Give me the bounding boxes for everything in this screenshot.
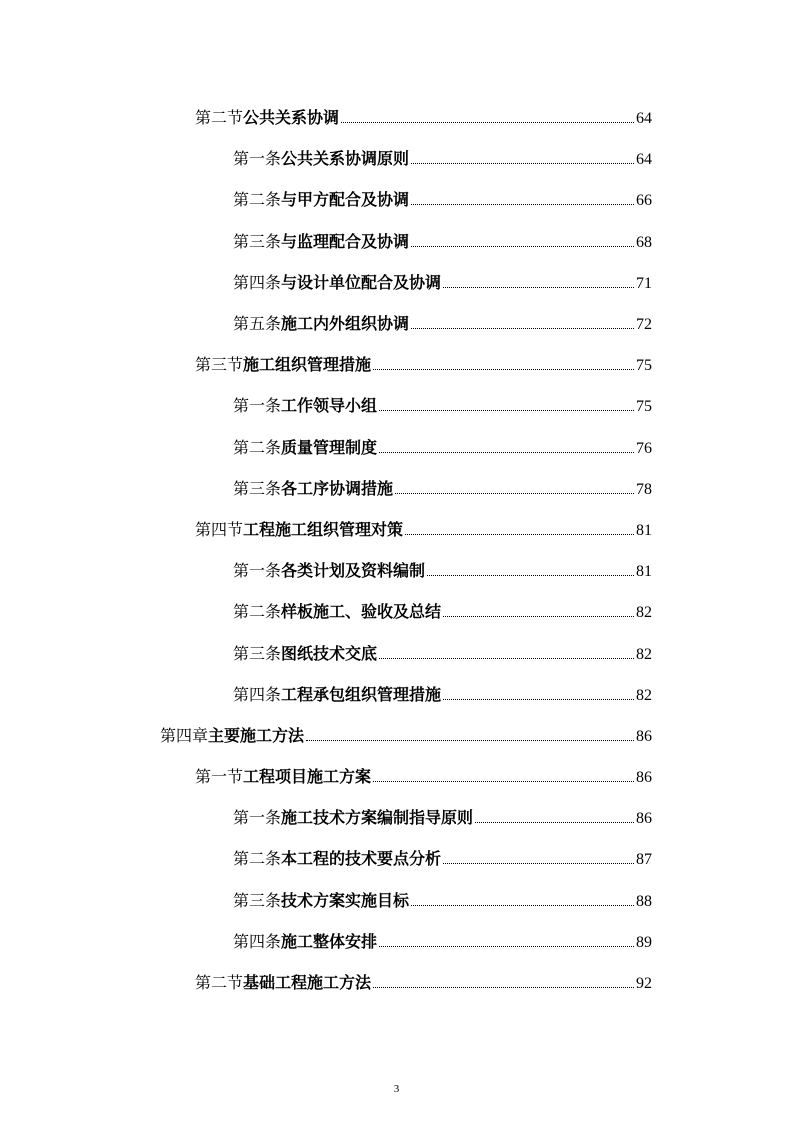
toc-entry-title (233, 929, 377, 952)
toc-entry[interactable] (0, 673, 793, 714)
toc-entry[interactable] (0, 549, 793, 590)
toc-entry-title (233, 476, 393, 499)
toc-entry[interactable] (0, 631, 793, 672)
toc-entry-name: 工程承包组织管理措施 (281, 684, 442, 704)
toc-entry-page: 88 (636, 892, 652, 910)
toc-entry-prefix: 第三条 (233, 645, 282, 663)
toc-entry[interactable] (0, 920, 793, 961)
toc-entry-page: 78 (636, 480, 652, 498)
toc-entry-page: 76 (636, 439, 652, 457)
toc-entry[interactable] (0, 384, 793, 425)
page-number: 3 (393, 1083, 400, 1095)
toc-entry-title (195, 970, 371, 993)
toc-dot-leader (373, 780, 634, 782)
toc-entry-prefix: 第二条 (233, 192, 282, 210)
toc-entry-title (233, 311, 409, 334)
toc-dot-leader (379, 945, 634, 947)
toc-dot-leader (395, 492, 634, 494)
toc-dot-leader (411, 203, 634, 205)
toc-entry-prefix: 第三条 (233, 233, 282, 251)
toc-entry-prefix: 第三条 (233, 892, 282, 910)
toc-entry-title (160, 723, 304, 746)
toc-entry[interactable] (0, 467, 793, 508)
toc-entry[interactable] (0, 220, 793, 261)
toc-dot-leader (475, 821, 634, 823)
toc-entry-prefix: 第四条 (233, 274, 282, 292)
toc-entry-page: 64 (636, 151, 652, 169)
toc-dot-leader (427, 574, 634, 576)
toc-entry[interactable] (0, 590, 793, 631)
toc-entry[interactable] (0, 508, 793, 549)
toc-entry-prefix: 第一条 (233, 563, 282, 581)
toc-entry-title (233, 270, 441, 293)
toc-entry-page: 75 (636, 357, 652, 375)
toc-entry[interactable] (0, 796, 793, 837)
toc-entry[interactable] (0, 714, 793, 755)
toc-entry-name: 主要施工方法 (208, 725, 305, 745)
toc-entry-name: 工程施工组织管理对策 (243, 519, 404, 539)
toc-entry-name: 本工程的技术要点分析 (281, 849, 442, 869)
toc-entry-name: 公共关系协调原则 (281, 149, 410, 169)
toc-entry-name: 各类计划及资料编制 (281, 561, 426, 581)
toc-entry-title (233, 558, 425, 581)
toc-entry[interactable] (0, 302, 793, 343)
toc-entry-name: 施工整体安排 (281, 931, 378, 951)
toc-entry-page: 86 (636, 769, 652, 787)
toc-entry-name: 与设计单位配合及协调 (281, 272, 442, 292)
toc-entry-title (233, 146, 409, 169)
toc-entry-page: 72 (636, 316, 652, 334)
toc-entry-title (233, 599, 441, 622)
toc-entry-page: 68 (636, 233, 652, 251)
toc-dot-leader (443, 698, 634, 700)
toc-dot-leader (411, 327, 634, 329)
toc-dot-leader (379, 657, 634, 659)
toc-entry-prefix: 第三条 (233, 480, 282, 498)
toc-entry-name: 与监理配合及协调 (281, 231, 410, 251)
toc-entry[interactable] (0, 879, 793, 920)
toc-entry-page: 86 (636, 727, 652, 745)
toc-entry[interactable] (0, 137, 793, 178)
toc-entry-page: 82 (636, 686, 652, 704)
toc-entry-name: 与甲方配合及协调 (281, 190, 410, 210)
toc-entry-name: 公共关系协调 (243, 108, 340, 128)
toc-entry-prefix: 第三节 (195, 357, 244, 375)
toc-entry-name: 基础工程施工方法 (243, 973, 372, 993)
toc-entry-prefix: 第四条 (233, 933, 282, 951)
toc-entry-title (195, 764, 371, 787)
toc-entry-prefix: 第二条 (233, 604, 282, 622)
toc-entry-title (233, 888, 409, 911)
toc-dot-leader (373, 368, 634, 370)
toc-entry-page: 64 (636, 110, 652, 128)
toc-entry-title (233, 682, 441, 705)
toc-entry-name: 样板施工、验收及总结 (281, 602, 442, 622)
toc-dot-leader (443, 615, 634, 617)
toc-entry-name: 质量管理制度 (281, 437, 378, 457)
toc-dot-leader (379, 451, 634, 453)
toc-dot-leader (443, 286, 634, 288)
toc-dot-leader (411, 245, 634, 247)
toc-dot-leader (341, 121, 634, 123)
toc-entry[interactable] (0, 837, 793, 878)
toc-entry-name: 施工组织管理措施 (243, 355, 372, 375)
toc-entry-title (195, 105, 339, 128)
toc-entry-page: 75 (636, 398, 652, 416)
toc-entry-prefix: 第二节 (195, 110, 244, 128)
toc-entry-title (233, 187, 409, 210)
toc-dot-leader (373, 986, 634, 988)
toc-entry-page: 87 (636, 851, 652, 869)
toc-dot-leader (443, 862, 634, 864)
toc-entry-title (233, 641, 377, 664)
toc-entry[interactable] (0, 96, 793, 137)
toc-entry-prefix: 第二条 (233, 851, 282, 869)
toc-dot-leader (306, 739, 634, 741)
toc-entry[interactable] (0, 343, 793, 384)
toc-entry[interactable] (0, 178, 793, 219)
toc-entry-name: 图纸技术交底 (281, 643, 378, 663)
toc-entry-prefix: 第四条 (233, 686, 282, 704)
toc-entry-prefix: 第五条 (233, 316, 282, 334)
toc-entry-page: 89 (636, 933, 652, 951)
toc-entry-prefix: 第一节 (195, 769, 244, 787)
table-of-contents (0, 96, 793, 1002)
toc-entry-page: 82 (636, 604, 652, 622)
toc-entry-title (233, 393, 377, 416)
toc-entry-prefix: 第一条 (233, 810, 282, 828)
toc-entry-name: 施工技术方案编制指导原则 (281, 808, 474, 828)
toc-entry-name: 技术方案实施目标 (281, 890, 410, 910)
toc-entry-page: 92 (636, 975, 652, 993)
toc-entry-page: 66 (636, 192, 652, 210)
toc-entry-prefix: 第一条 (233, 398, 282, 416)
toc-entry[interactable] (0, 755, 793, 796)
toc-entry-title (233, 229, 409, 252)
toc-entry-title (233, 435, 377, 458)
toc-entry[interactable] (0, 261, 793, 302)
toc-entry-prefix: 第二条 (233, 439, 282, 457)
toc-entry-page: 81 (636, 521, 652, 539)
toc-dot-leader (411, 904, 634, 906)
toc-dot-leader (405, 533, 634, 535)
toc-entry-page: 82 (636, 645, 652, 663)
toc-entry[interactable] (0, 961, 793, 1002)
toc-entry[interactable] (0, 426, 793, 467)
toc-entry-name: 工作领导小组 (281, 396, 378, 416)
toc-entry-prefix: 第一条 (233, 151, 282, 169)
toc-entry-prefix: 第四节 (195, 521, 244, 539)
toc-entry-page: 81 (636, 563, 652, 581)
toc-entry-title (195, 517, 403, 540)
toc-dot-leader (411, 162, 634, 164)
toc-entry-title (195, 352, 371, 375)
toc-entry-page: 71 (636, 274, 652, 292)
toc-entry-name: 施工内外组织协调 (281, 314, 410, 334)
toc-entry-name: 工程项目施工方案 (243, 767, 372, 787)
toc-entry-prefix: 第二节 (195, 975, 244, 993)
toc-entry-page: 86 (636, 810, 652, 828)
toc-entry-name: 各工序协调措施 (281, 478, 394, 498)
toc-entry-title (233, 805, 473, 828)
toc-entry-prefix: 第四章 (160, 727, 209, 745)
toc-entry-title (233, 846, 441, 869)
toc-dot-leader (379, 409, 634, 411)
